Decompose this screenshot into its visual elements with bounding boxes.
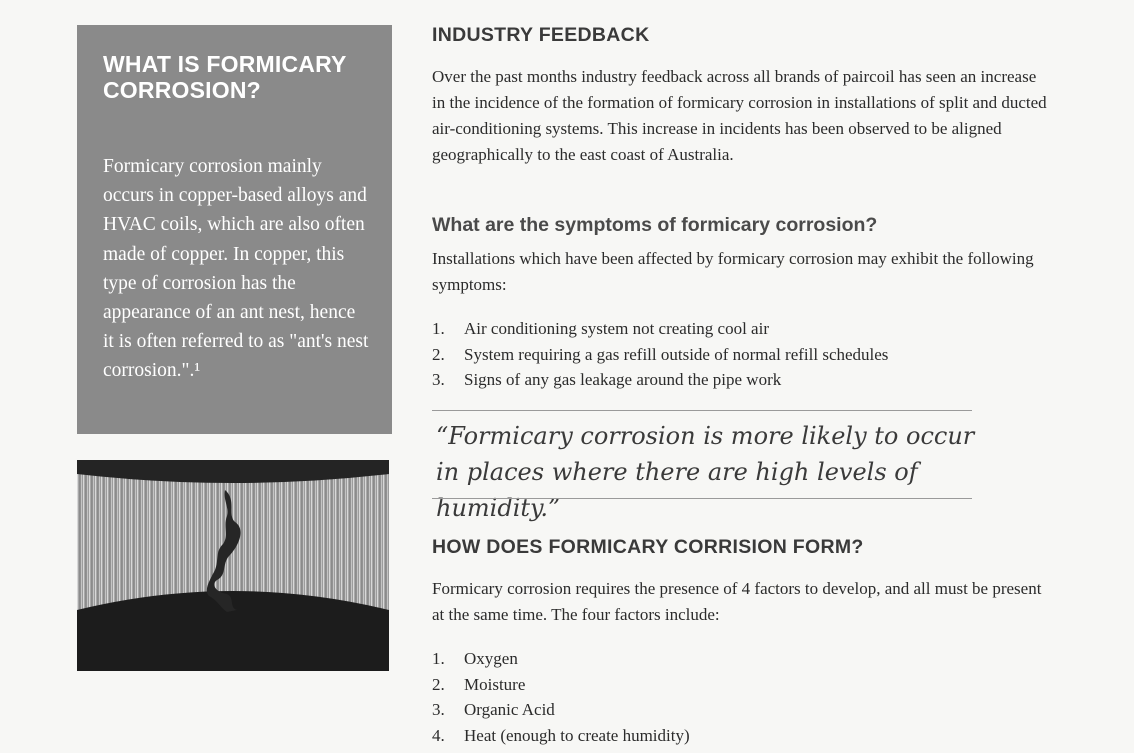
list-item (432, 342, 888, 368)
sidebar-box (77, 25, 392, 434)
list-item-number: 1. (432, 649, 445, 668)
list-item-text: Oxygen (464, 649, 518, 668)
quote-top-divider (432, 410, 972, 411)
pull-quote: “Formicary corrosion is more likely to occur in places where there are high levels of humidity.” (436, 422, 975, 522)
list-item-number: 2. (432, 674, 445, 694)
list-item-text: System requiring a gas refill outside of normal refill schedules (464, 344, 889, 364)
list-item-text: Heat (enough to create humidity) (464, 725, 690, 745)
formation-heading: HOW DOES FORMICARY CORRISION FORM? (432, 536, 864, 558)
sidebar-title: WHAT IS FORMICARY CORROSION? (103, 51, 347, 103)
list-item-number: 1. (432, 319, 445, 338)
corrosion-photo (77, 460, 389, 671)
list-item-text: Moisture (464, 674, 526, 694)
factors-list (432, 646, 690, 748)
symptoms-intro: Installations which have been affected by formicary corrosion may exhibit the following symptoms: (432, 249, 1034, 294)
list-item (432, 367, 888, 393)
list-item (432, 723, 690, 749)
list-item-number: 3. (432, 700, 445, 719)
list-item-text: Organic Acid (464, 700, 555, 719)
industry-feedback-paragraph: Over the past months industry feedback across all brands of paircoil has seen an increase in the incidence of the formation of formicary corrosion in installations of split and ducted air-conditioning systems. This increase in incidents has been observed to be aligned geographically to the east coast of Australia. (432, 67, 1047, 164)
list-item (432, 672, 690, 698)
list-item-number: 3. (432, 370, 445, 389)
sidebar-text: Formicary corrosion mainly occurs in copper-based alloys and HVAC coils, which are also often made of copper. In copper, this type of corrosion has the appearance of an ant nest, hence it is often referred to as "ant's nest corrosion.".¹ (103, 156, 369, 382)
list-item-number: 2. (432, 344, 445, 364)
symptoms-list (432, 316, 888, 393)
list-item-number: 4. (432, 725, 445, 745)
symptoms-heading: What are the symptoms of formicary corrosion? (432, 214, 878, 236)
formation-intro: Formicary corrosion requires the presence of 4 factors to develop, and all must be present at the same time. The four factors include: (432, 579, 1042, 624)
list-item (432, 646, 690, 672)
list-item (432, 316, 888, 342)
industry-feedback-heading: INDUSTRY FEEDBACK (432, 24, 650, 46)
quote-bottom-divider (432, 498, 972, 499)
list-item (432, 697, 690, 723)
list-item-text: Signs of any gas leakage around the pipe work (464, 370, 782, 389)
list-item-text: Air conditioning system not creating cool air (464, 319, 769, 338)
